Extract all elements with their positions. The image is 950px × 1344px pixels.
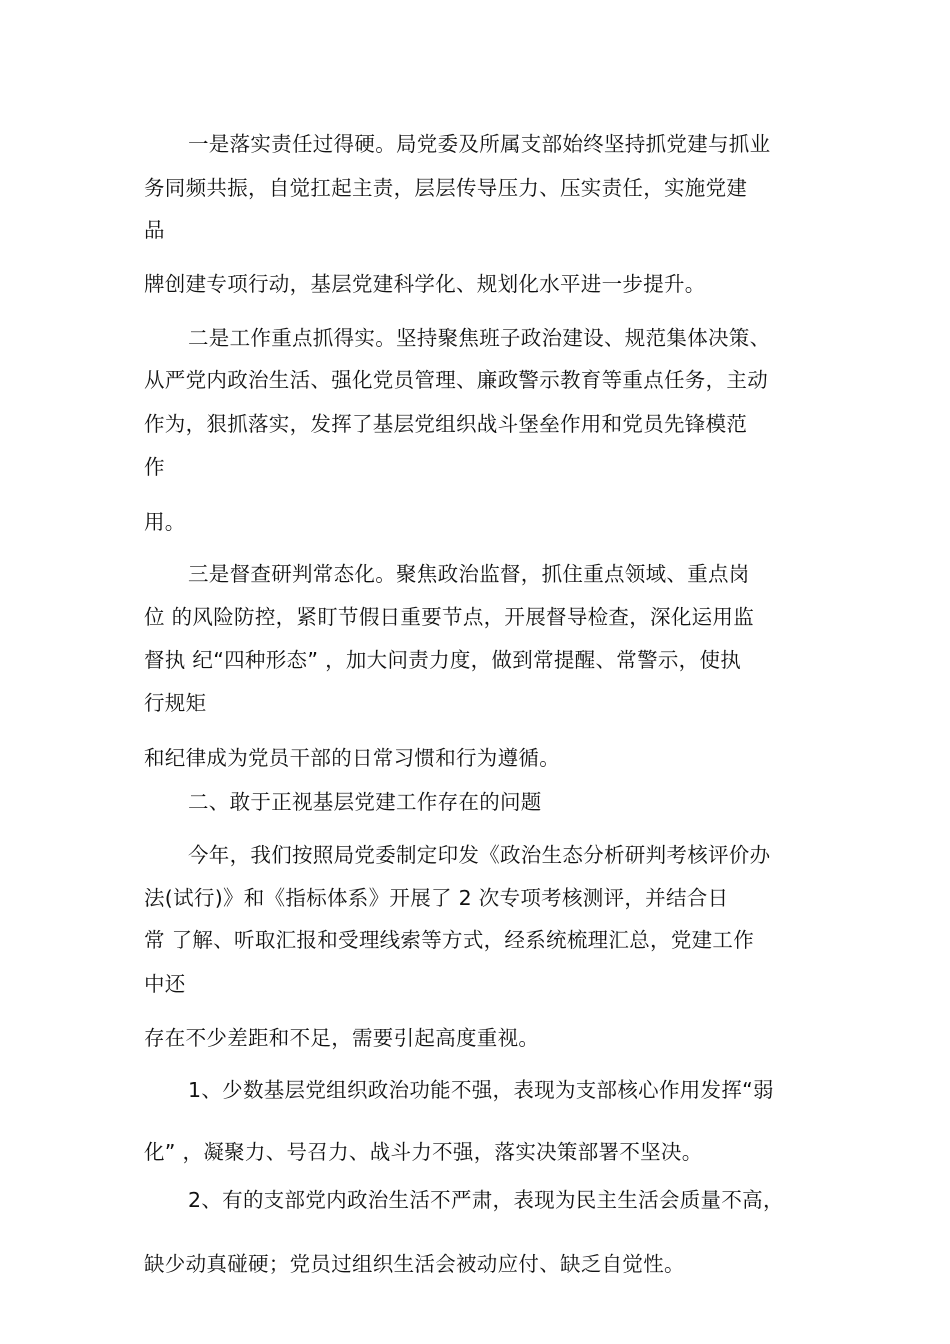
text-line: 今年，我们按照局党委制定印发《政治生态分析研判考核评价办 [188, 843, 771, 867]
text-line: 缺少动真碰硬；党员过组织生活会被动应付、缺乏自觉性。 [144, 1252, 685, 1276]
text-line: 用。 [144, 510, 186, 534]
text-line: 中还 [144, 972, 186, 996]
text-line: 督执 纪“四种形态” ，加大问责力度，做到常提醒、常警示，使执 [144, 648, 742, 672]
text-line: 牌创建专项行动，基层党建科学化、规划化水平进一步提升。 [144, 272, 706, 296]
text-line: 从严党内政治生活、强化党员管理、廉政警示教育等重点任务，主动 [144, 368, 768, 392]
text-line: 常 了解、听取汇报和受理线索等方式，经系统梳理汇总，党建工作 [144, 928, 755, 952]
text-line: 存在不少差距和不足，需要引起高度重视。 [144, 1026, 540, 1050]
text-line: 三是督查研判常态化。聚焦政治监督，抓住重点领域、重点岗 [188, 562, 750, 586]
text-line: 1、少数基层党组织政治功能不强，表现为支部核心作用发挥“弱 [188, 1078, 774, 1102]
text-line: 作 [144, 455, 165, 479]
text-line: 作为，狠抓落实，发挥了基层党组织战斗堡垒作用和党员先锋模范 [144, 412, 748, 436]
text-line: 2、有的支部党内政治生活不严肃，表现为民主生活会质量不高， [188, 1188, 784, 1212]
text-line: 一是落实责任过得硬。局党委及所属支部始终坚持抓党建与抓业 [188, 132, 771, 156]
section-heading: 二、敢于正视基层党建工作存在的问题 [188, 790, 542, 814]
text-line: 二是工作重点抓得实。坚持聚焦班子政治建设、规范集体决策、 [188, 326, 771, 350]
text-line: 化” ，凝聚力、号召力、战斗力不强，落实决策部署不坚决。 [144, 1140, 703, 1164]
text-line: 法(试行)》和《指标体系》开展了 2 次专项考核测评，并结合日 [144, 886, 729, 910]
text-line: 位 的风险防控，紧盯节假日重要节点，开展督导检查，深化运用监 [144, 605, 755, 629]
text-line: 品 [144, 218, 165, 242]
text-line: 务同频共振，自觉扛起主责，层层传导压力、压实责任，实施党建 [144, 176, 748, 200]
text-line: 和纪律成为党员干部的日常习惯和行为遵循。 [144, 746, 560, 770]
text-line: 行规矩 [144, 691, 207, 715]
